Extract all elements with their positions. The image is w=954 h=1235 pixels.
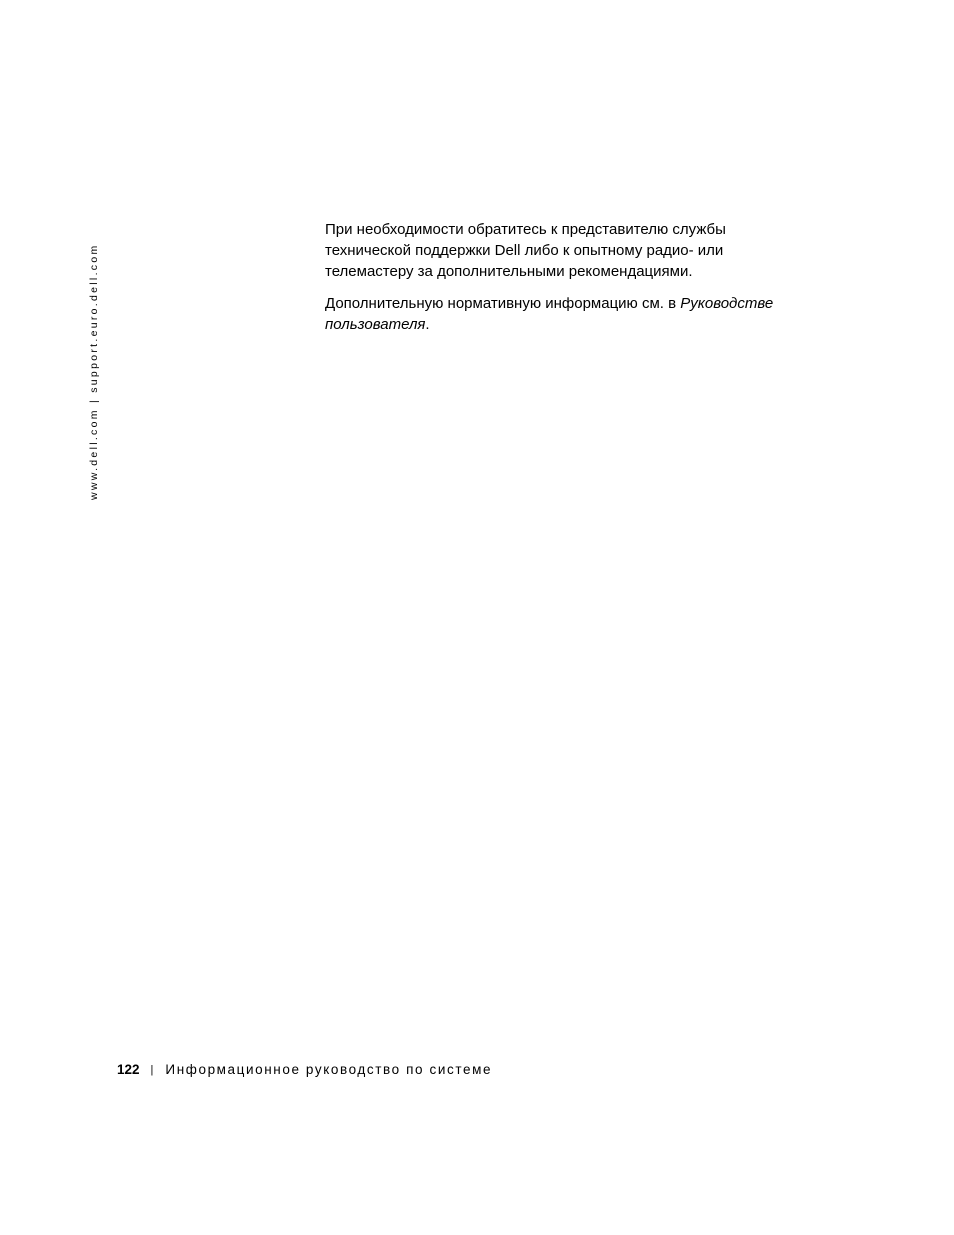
- footer-separator: |: [150, 1064, 154, 1076]
- paragraph-regulatory-prefix: Дополнительную нормативную информацию см. в: [325, 295, 681, 312]
- page-footer: [117, 1061, 492, 1079]
- side-url-text: www.dell.com | support.euro.dell.com: [88, 243, 100, 500]
- users-guide-reference: Руководстве пользователя: [325, 295, 774, 333]
- paragraph-regulatory-suffix: .: [425, 316, 430, 333]
- body-text: [325, 219, 805, 346]
- paragraph-regulatory-info: [325, 293, 805, 335]
- side-url-margin: [86, 224, 102, 500]
- paragraph-contact-support: При необходимости обратитесь к представителю службы технической поддержки Dell либо к опытному радио- или телемастеру за дополнительными рекомендациями.: [325, 221, 726, 280]
- footer-document-title: Информационное руководство по системе: [165, 1062, 493, 1077]
- page-number: 122: [117, 1062, 140, 1077]
